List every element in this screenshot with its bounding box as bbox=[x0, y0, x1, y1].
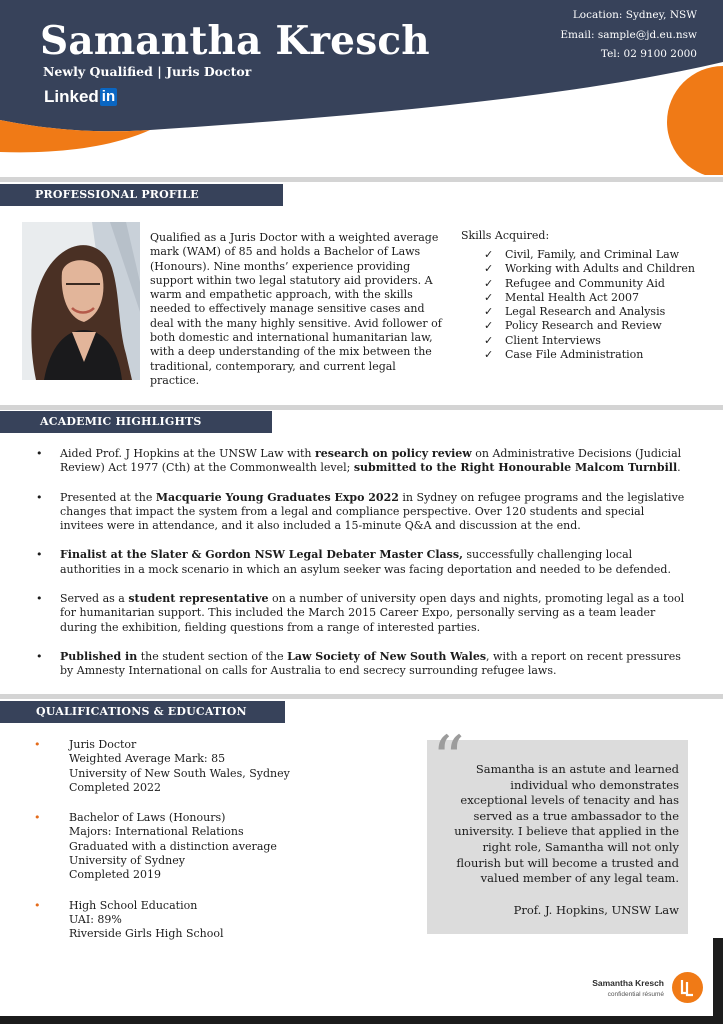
footer-subtitle: confidential résumé bbox=[607, 991, 664, 998]
highlight-text: Aided Prof. J Hopkins at the UNSW Law with bbox=[60, 447, 316, 460]
skill-item: ✓ Working with Adults and Children bbox=[484, 262, 695, 276]
candidate-name: Samantha Kresch bbox=[40, 18, 430, 64]
highlight-text: Served as a bbox=[60, 592, 129, 606]
skill-item: ✓ Refugee and Community Aid bbox=[484, 276, 665, 290]
checkmark-icon: ✓ bbox=[484, 319, 494, 333]
section-divider-profile bbox=[0, 177, 723, 182]
skills-title: Skills Acquired: bbox=[461, 229, 550, 242]
contact-details bbox=[560, 6, 697, 65]
candidate-subtitle: Newly Qualified | Juris Doctor bbox=[43, 64, 252, 79]
checkmark-icon: ✓ bbox=[484, 262, 494, 276]
profile-summary: Qualified as a Juris Doctor with a weighted average mark (WAM) of 85 and holds a Bachelor of Laws (Honours). Nine months’ experience providing support within two legal statutory aid providers. A warm and empathetic approach, with the skills needed to effectively manage sensitive cases and deal with the many highly sensitive. Avid follower of both domestic and international humanitarian law, with a deep understanding of the mix between the traditional, contemporary, and current legal practice. bbox=[150, 231, 442, 387]
section-heading-academic: ACADEMIC HIGHLIGHTS bbox=[0, 411, 272, 433]
section-heading-profile: PROFESSIONAL PROFILE bbox=[0, 184, 283, 206]
highlight-emphasis: Law Society of New South Wales bbox=[287, 649, 487, 663]
section-divider-academic bbox=[0, 405, 723, 410]
highlight-text: the student section of the bbox=[137, 649, 288, 663]
highlight-item bbox=[36, 650, 686, 679]
contact-location: Location: Sydney, NSW bbox=[572, 9, 697, 21]
footer-border-bottom bbox=[0, 1016, 723, 1024]
highlight-item bbox=[36, 592, 686, 635]
qualification-item: • High School Education UAI: 89% Riverside Girls High School bbox=[34, 899, 290, 942]
highlight-emphasis: student representative bbox=[128, 592, 269, 606]
checkmark-icon: ✓ bbox=[484, 248, 494, 261]
checkmark-icon: ✓ bbox=[484, 290, 494, 304]
skill-item: ✓ Legal Research and Analysis bbox=[484, 305, 666, 319]
highlight-emphasis: Published in bbox=[60, 649, 138, 663]
contact-phone[interactable]: Tel: 02 9100 2000 bbox=[600, 48, 697, 60]
linkedin-link[interactable] bbox=[44, 87, 117, 106]
checkmark-icon: ✓ bbox=[484, 276, 494, 290]
section-divider-qualifications bbox=[0, 694, 723, 699]
linkedin-word: Linked bbox=[44, 86, 99, 106]
academic-highlights-list bbox=[36, 447, 686, 694]
skill-item: ✓ Civil, Family, and Criminal Law bbox=[484, 248, 680, 261]
highlight-text: in Sydney on refugee programs and the legislative changes that impact the system from a legal and compliance perspective. Over 120 students and special invitees were in attendance, and it also included a 15-minute Q&A and discussion at the end. bbox=[60, 490, 685, 533]
highlight-text: . bbox=[677, 461, 681, 475]
header-orange-circle bbox=[667, 66, 723, 175]
skill-item: ✓ Case File Administration bbox=[484, 348, 644, 362]
checkmark-icon: ✓ bbox=[484, 348, 494, 362]
highlight-emphasis: research on policy review bbox=[315, 447, 472, 460]
skill-item: ✓ Client Interviews bbox=[484, 333, 601, 347]
checkmark-icon: ✓ bbox=[484, 333, 494, 347]
highlight-item bbox=[36, 548, 686, 577]
skills-list bbox=[484, 248, 695, 362]
highlight-item bbox=[36, 491, 686, 534]
linkedin-icon: in bbox=[101, 87, 116, 105]
checkmark-icon: ✓ bbox=[484, 305, 494, 319]
highlight-text: , with a report on recent pressures by Amnesty International on calls for Australia to end secrecy surrounding refugee laws. bbox=[60, 649, 681, 678]
quote-mark-icon: “ bbox=[432, 723, 465, 797]
highlight-text: successfully challenging local authorities in a mock scenario in which an asylum seeker was facing deportation and needed to be defended. bbox=[60, 548, 671, 576]
qualification-item: • Bachelor of Laws (Honours) Majors: International Relations Graduated with a distinction average University of Sydney Completed 2019 bbox=[34, 811, 290, 882]
skill-item: ✓ Policy Research and Review bbox=[484, 319, 662, 333]
monogram-logo-icon bbox=[672, 972, 703, 1003]
profile-photo bbox=[22, 222, 140, 380]
highlight-emphasis: submitted to the Right Honourable Malcom Turnbill bbox=[353, 461, 678, 475]
footer-name: Samantha Kresch bbox=[592, 978, 664, 988]
qualifications-list bbox=[34, 738, 290, 958]
skill-item: ✓ Mental Health Act 2007 bbox=[484, 290, 640, 304]
section-heading-qualifications: QUALIFICATIONS & EDUCATION bbox=[0, 701, 285, 723]
testimonial-author: Prof. J. Hopkins, UNSW Law bbox=[513, 903, 679, 917]
highlight-text: on a number of university open days and nights, promoting legal as a tool for humanitarian support. This included the March 2015 Career Expo, personally serving as a team leader during the exhibition, fielding questions from a range of interested parties. bbox=[60, 592, 685, 634]
qualification-item: • Juris Doctor Weighted Average Mark: 85 University of New South Wales, Sydney Completed 2022 bbox=[34, 738, 290, 795]
footer-border-right bbox=[713, 938, 723, 1020]
highlight-text: on Administrative Decisions (Judicial Review) Act 1977 (Cth) at the Commonwealth level; bbox=[60, 447, 682, 475]
contact-email[interactable]: Email: sample@jd.eu.nsw bbox=[560, 28, 697, 41]
highlight-text: Presented at the bbox=[60, 490, 156, 504]
testimonial-quote: Samantha is an astute and learned individual who demonstrates exceptional levels of tenacity and has served as a true ambassador to the university. I believe that applied in the right role, Samantha will not only flourish but will become a trusted and valued member of any legal team. bbox=[454, 762, 679, 886]
highlight-item bbox=[36, 447, 686, 476]
highlight-emphasis: Finalist at the Slater & Gordon NSW Legal Debater Master Class, bbox=[60, 548, 463, 562]
highlight-emphasis: Macquarie Young Graduates Expo 2022 bbox=[155, 490, 399, 504]
